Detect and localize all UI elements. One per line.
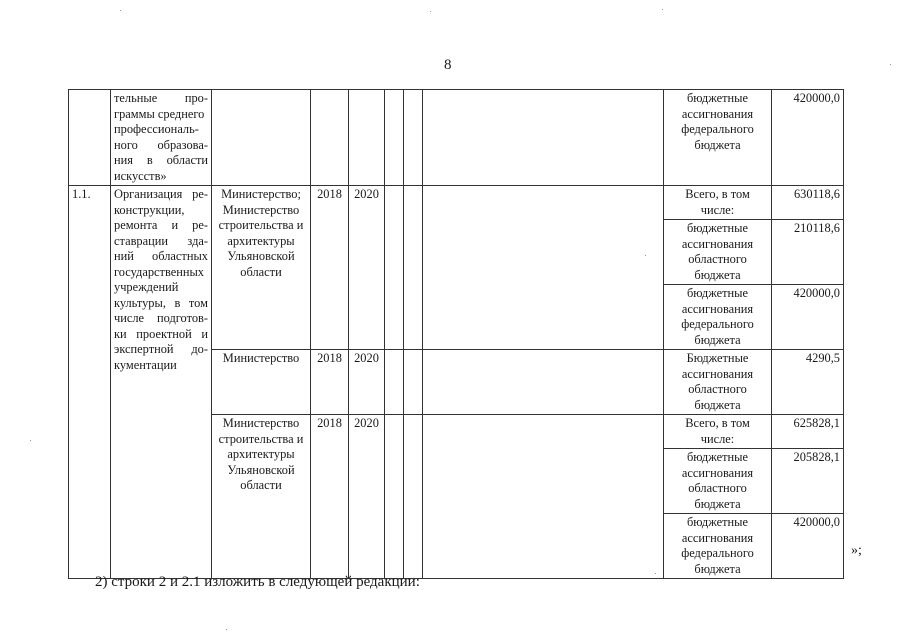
year-end-cell: 2020 bbox=[349, 350, 385, 415]
row-number-cell: 1.1. bbox=[69, 186, 111, 579]
scan-speck bbox=[662, 9, 663, 10]
funding-value-cell: 4290,5 bbox=[772, 350, 844, 415]
empty-cell bbox=[404, 186, 423, 350]
executor-cell: Министерство строительства и архитектуры Ульяновской области bbox=[212, 415, 311, 579]
funding-value-cell: 420000,0 bbox=[772, 285, 844, 350]
empty-cell bbox=[385, 186, 404, 350]
year-end-cell: 2020 bbox=[349, 415, 385, 579]
executor-cell: Министерство bbox=[212, 350, 311, 415]
row-name-cell: Организация ре- конструкции, ремонта и ре- ставрации зда- ний областных государственных учреждений культуры, в том числе подготов- ки проектной и экспертной до- кументации bbox=[111, 186, 212, 579]
funding-value-cell: 210118,6 bbox=[772, 220, 844, 285]
empty-cell bbox=[423, 350, 664, 415]
empty-cell bbox=[385, 350, 404, 415]
scan-speck bbox=[30, 440, 31, 441]
year-start-cell: 2018 bbox=[311, 186, 349, 350]
row-number-cell bbox=[69, 90, 111, 186]
scan-speck bbox=[645, 255, 646, 256]
funding-label-cell: Всего, в том числе: bbox=[664, 186, 772, 220]
empty-cell bbox=[385, 90, 404, 186]
scan-speck bbox=[655, 573, 656, 574]
amendment-paragraph: 2) строки 2 и 2.1 изложить в следующей редакции: bbox=[95, 574, 420, 590]
scan-speck bbox=[890, 64, 891, 65]
year-start-cell bbox=[311, 90, 349, 186]
funding-label-cell: Бюджетные ассигнования областного бюджета bbox=[664, 350, 772, 415]
empty-cell bbox=[423, 90, 664, 186]
funding-value-cell: 420000,0 bbox=[772, 514, 844, 579]
funding-label-cell: бюджетные ассигнования федерального бюджета bbox=[664, 90, 772, 186]
scan-speck bbox=[430, 11, 431, 12]
scan-speck bbox=[226, 629, 227, 630]
funding-label-cell: бюджетные ассигнования областного бюджета bbox=[664, 220, 772, 285]
table-row bbox=[69, 186, 844, 220]
year-start-cell: 2018 bbox=[311, 415, 349, 579]
scan-speck bbox=[120, 10, 121, 11]
executor-cell: Министерство; Министерство строительства и архитектуры Ульяновской области bbox=[212, 186, 311, 350]
empty-cell bbox=[404, 415, 423, 579]
funding-label-cell: Всего, в том числе: bbox=[664, 415, 772, 449]
funding-label-cell: бюджетные ассигнования федерального бюджета bbox=[664, 514, 772, 579]
funding-value-cell: 205828,1 bbox=[772, 449, 844, 514]
executor-cell bbox=[212, 90, 311, 186]
funding-label-cell: бюджетные ассигнования областного бюджета bbox=[664, 449, 772, 514]
funding-value-cell: 630118,6 bbox=[772, 186, 844, 220]
program-table bbox=[68, 89, 844, 579]
empty-cell bbox=[423, 415, 664, 579]
row-name-cell: тельные про- граммы среднего профессиональ- ного образова- ния в области искусств» bbox=[111, 90, 212, 186]
empty-cell bbox=[404, 350, 423, 415]
funding-label-cell: бюджетные ассигнования федерального бюджета bbox=[664, 285, 772, 350]
empty-cell bbox=[404, 90, 423, 186]
year-start-cell: 2018 bbox=[311, 350, 349, 415]
year-end-cell bbox=[349, 90, 385, 186]
year-end-cell: 2020 bbox=[349, 186, 385, 350]
empty-cell bbox=[423, 186, 664, 350]
page-number: 8 bbox=[444, 57, 452, 73]
funding-value-cell: 420000,0 bbox=[772, 90, 844, 186]
empty-cell bbox=[385, 415, 404, 579]
funding-value-cell: 625828,1 bbox=[772, 415, 844, 449]
table-row-continuation bbox=[69, 90, 844, 186]
closing-quote-mark: »; bbox=[851, 543, 862, 558]
